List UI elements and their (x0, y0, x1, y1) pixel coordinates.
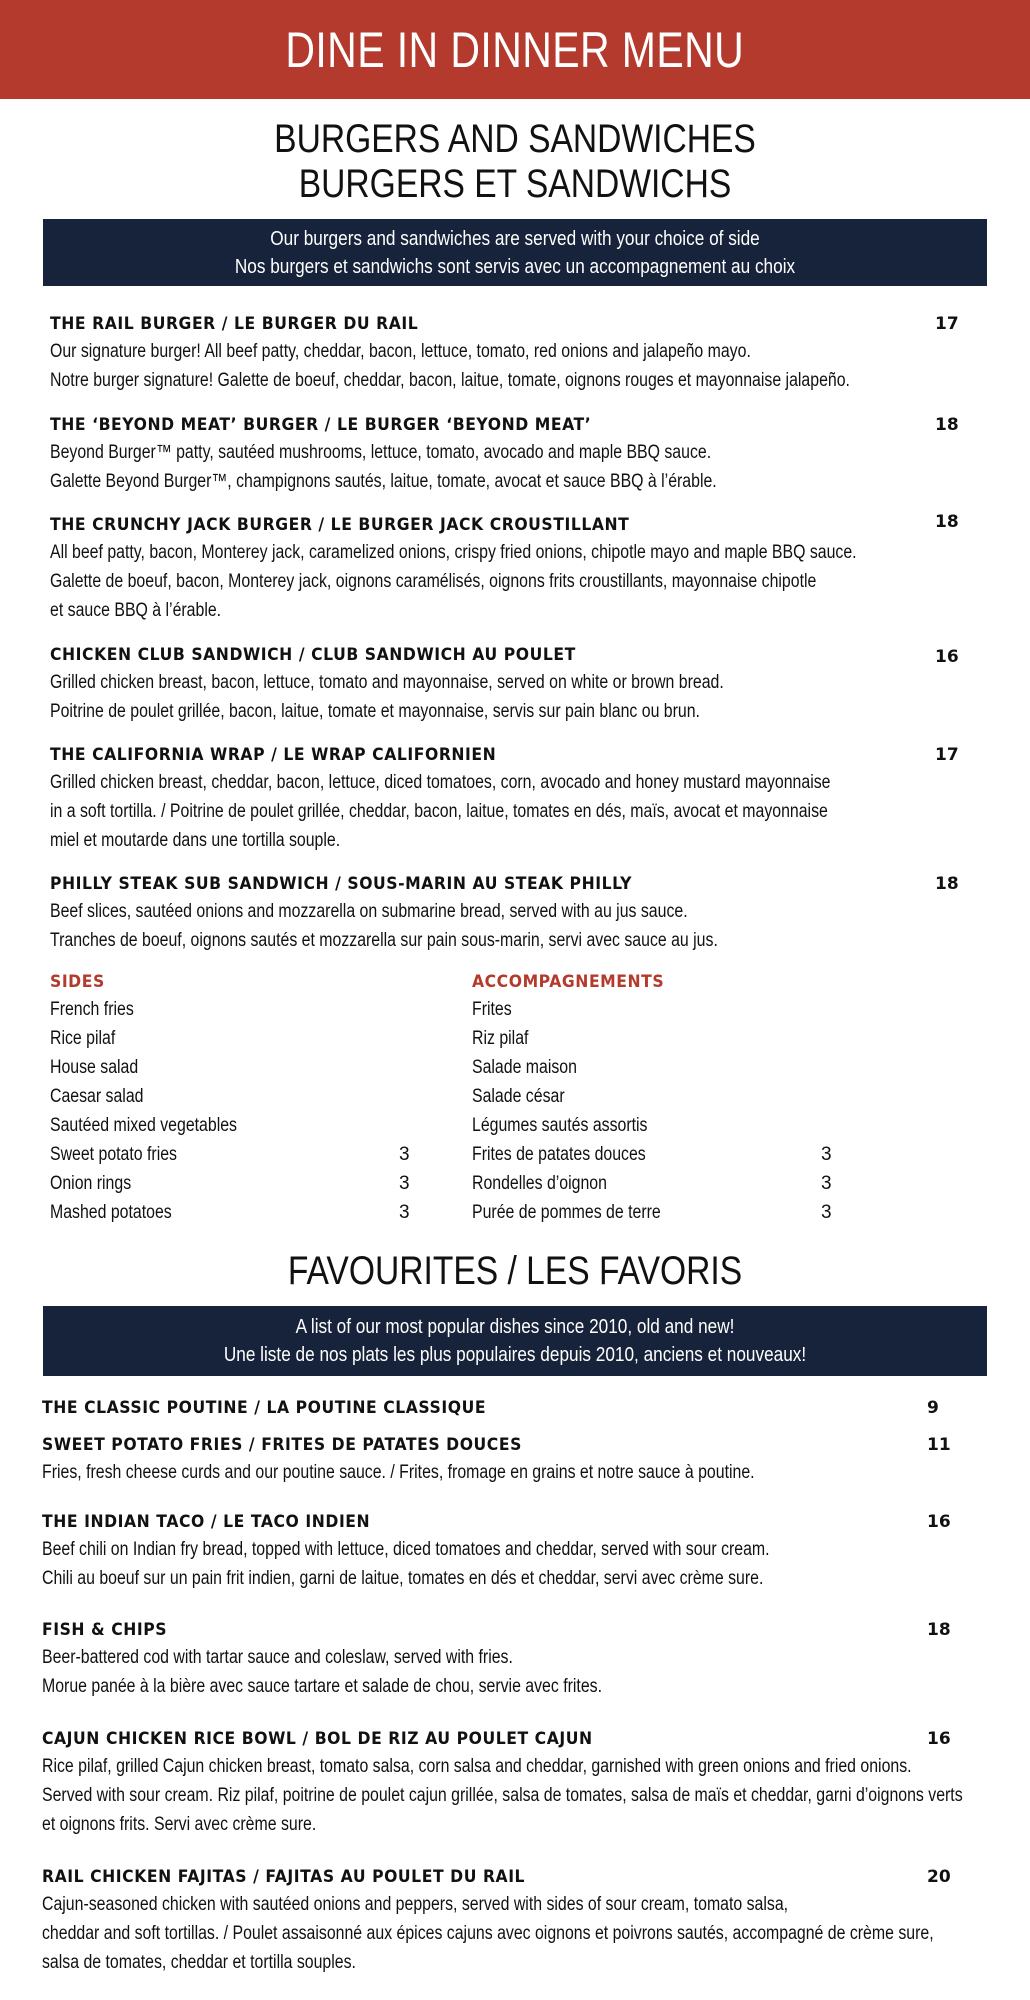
side-price: 3 (821, 1173, 832, 1194)
side-price: 3 (821, 1144, 832, 1165)
item-desc-line: in a soft tortilla. / Poitrine de poulet grillée, cheddar, bacon, laitue, tomates en dés, maïs, avocat et mayonnaise (50, 801, 828, 822)
menu-item (50, 412, 848, 496)
item-desc-line: Our signature burger! All beef patty, cheddar, bacon, lettuce, tomato, red onions and jalapeño mayo. (50, 341, 751, 362)
item-desc-line: Notre burger signature! Galette de boeuf, cheddar, bacon, laitue, tomate, oignons rouges et mayonnaise jalapeño. (50, 370, 850, 391)
side-item (50, 1053, 274, 1082)
favourites-banner-en: A list of our most popular dishes since 2010, old and new! (295, 1316, 735, 1338)
item-name: THE CRUNCHY JACK BURGER / LE BURGER JACK CROUSTILLANT (50, 515, 630, 535)
side-price: 3 (399, 1144, 410, 1165)
side-name: Riz pilaf (472, 1028, 529, 1049)
side-name: Sautéed mixed vegetables (50, 1115, 237, 1136)
burgers-banner-fr: Nos burgers et sandwichs sont servis avec un accompagnement au choix (234, 256, 796, 278)
item-desc-line: salsa de tomates, cheddar et tortilla souples. (42, 1952, 356, 1973)
item-price: 17 (935, 745, 959, 765)
side-item (50, 1111, 274, 1140)
burgers-title-en: BURGERS AND SANDWICHES (274, 117, 756, 161)
item-price: 9 (927, 1398, 939, 1418)
item-price: 11 (927, 1435, 951, 1455)
item-desc-line: Tranches de boeuf, oignons sautés et mozzarella sur pain sous-marin, servi avec sauce au jus. (50, 930, 718, 951)
item-desc-line: Cajun-seasoned chicken with sautéed onions and peppers, served with sides of sour cream, tomato salsa, (42, 1894, 789, 1915)
side-item (50, 1024, 274, 1053)
item-desc-line: Rice pilaf, grilled Cajun chicken breast, tomato salsa, corn salsa and cheddar, garnished with green onions and fried onions. (42, 1756, 912, 1777)
item-desc-line: Beyond Burger™ patty, sautéed mushrooms, lettuce, tomato, avocado and maple BBQ sauce. (50, 442, 712, 463)
item-desc-line: Fries, fresh cheese curds and our poutine sauce. / Frites, fromage en grains et notre sauce à poutine. (42, 1462, 755, 1483)
side-name: House salad (50, 1057, 139, 1078)
item-name: PHILLY STEAK SUB SANDWICH / SOUS-MARIN AU STEAK PHILLY (50, 874, 633, 894)
item-price: 18 (927, 1620, 951, 1640)
burgers-title-fr: BURGERS ET SANDWICHS (298, 162, 732, 206)
item-desc-line: miel et moutarde dans une tortilla souple. (50, 830, 341, 851)
item-price: 16 (927, 1512, 951, 1532)
side-name: Salade maison (472, 1057, 577, 1078)
side-name: Rondelles d’oignon (472, 1173, 607, 1194)
item-desc-line: et oignons frits. Servi avec crème sure. (42, 1814, 317, 1835)
item-price: 17 (935, 314, 959, 334)
side-item (472, 1198, 832, 1227)
sides-column-en (50, 969, 410, 1227)
item-desc-line: et sauce BBQ à l’érable. (50, 600, 222, 621)
sides-heading: ACCOMPAGNEMENTS (472, 972, 665, 992)
item-price: 18 (935, 874, 959, 894)
sides-column-fr (472, 969, 832, 1227)
item-desc-line: cheddar and soft tortillas. / Poulet assaisonné aux épices cajuns avec oignons et poivrons sautés, accompagné de crème sure, (42, 1923, 934, 1944)
side-item (50, 1082, 274, 1111)
menu-item (50, 871, 850, 955)
side-name: Caesar salad (50, 1086, 144, 1107)
side-item (50, 1198, 410, 1227)
menu-item (50, 642, 857, 726)
menu-header-bar (0, 0, 1030, 99)
side-name: Sweet potato fries (50, 1144, 177, 1165)
favourites-banner-fr: Une liste de nos plats les plus populaires depuis 2010, anciens et nouveaux! (223, 1344, 807, 1366)
item-desc-line: Beer-battered cod with tartar sauce and coleslaw, served with fries. (42, 1647, 513, 1668)
item-desc-line: All beef patty, bacon, Monterey jack, caramelized onions, crispy fried onions, chipotle mayo and maple BBQ sauce. (50, 542, 857, 563)
side-name: Salade césar (472, 1086, 565, 1107)
side-item (472, 1111, 698, 1140)
side-item (472, 1053, 698, 1082)
menu-title: DINE IN DINNER MENU (285, 21, 745, 78)
menu-item (50, 512, 1016, 625)
item-desc-line: Beef slices, sautéed onions and mozzarella on submarine bread, served with au jus sauce. (50, 901, 688, 922)
item-price: 16 (927, 1729, 951, 1749)
burgers-banner (43, 219, 987, 286)
item-price: 16 (935, 647, 959, 667)
menu-item (42, 1864, 1030, 1977)
menu-item (50, 742, 985, 855)
menu-item (42, 1395, 525, 1421)
sides-heading: SIDES (50, 972, 105, 992)
side-name: Onion rings (50, 1173, 132, 1194)
item-desc-line: Galette de boeuf, bacon, Monterey jack, oignons caramélisés, oignons frits croustillants, mayonnaise chipotle (50, 571, 817, 592)
side-item (50, 995, 274, 1024)
item-price: 20 (927, 1867, 951, 1887)
side-name: Frites de patates douces (472, 1144, 646, 1165)
side-item (472, 1024, 698, 1053)
item-price: 18 (935, 512, 959, 532)
menu-item (42, 1617, 713, 1701)
item-desc-line: Galette Beyond Burger™, champignons sautés, laitue, tomate, avocat et sauce BBQ à l’érable. (50, 471, 717, 492)
side-price: 3 (821, 1202, 832, 1223)
side-name: Frites (472, 999, 512, 1020)
item-desc-line: Served with sour cream. Riz pilaf, poitrine de poulet cajun grillée, salsa de tomates, salsa de maïs et cheddar, garni d’oignons verts (42, 1785, 963, 1806)
side-name: Légumes sautés assortis (472, 1115, 648, 1136)
item-desc-line: Poitrine de poulet grillée, bacon, laitue, tomate et mayonnaise, servis sur pain blanc ou brun. (50, 701, 700, 722)
item-name: THE RAIL BURGER / LE BURGER DU RAIL (50, 314, 419, 334)
menu-item (42, 1726, 1030, 1839)
side-item (50, 1140, 410, 1169)
side-item (472, 995, 698, 1024)
side-item (472, 1082, 698, 1111)
menu-item (42, 1509, 913, 1593)
item-name: CHICKEN CLUB SANDWICH / CLUB SANDWICH AU POULET (50, 645, 576, 665)
side-name: Purée de pommes de terre (472, 1202, 661, 1223)
item-name: CAJUN CHICKEN RICE BOWL / BOL DE RIZ AU POULET CAJUN (42, 1729, 593, 1749)
item-name: THE ‘BEYOND MEAT’ BURGER / LE BURGER ‘BEYOND MEAT’ (50, 415, 592, 435)
burgers-banner-en: Our burgers and sandwiches are served with your choice of side (270, 228, 760, 250)
item-name: THE CLASSIC POUTINE / LA POUTINE CLASSIQUE (42, 1398, 487, 1418)
item-price: 18 (935, 415, 959, 435)
favourites-banner (43, 1306, 987, 1376)
side-price: 3 (399, 1173, 410, 1194)
side-name: Rice pilaf (50, 1028, 116, 1049)
side-name: Mashed potatoes (50, 1202, 172, 1223)
item-name: FISH & CHIPS (42, 1620, 168, 1640)
item-name: THE CALIFORNIA WRAP / LE WRAP CALIFORNIEN (50, 745, 497, 765)
side-item (50, 1169, 410, 1198)
item-name: THE INDIAN TACO / LE TACO INDIEN (42, 1512, 371, 1532)
side-item (472, 1169, 832, 1198)
item-desc-line: Morue panée à la bière avec sauce tartare et salade de chou, servie avec frites. (42, 1676, 603, 1697)
side-item (472, 1140, 832, 1169)
item-desc-line: Grilled chicken breast, cheddar, bacon, lettuce, diced tomatoes, corn, avocado and honey mustard mayonnaise (50, 772, 831, 793)
item-desc-line: Grilled chicken breast, bacon, lettuce, tomato and mayonnaise, served on white or brown bread. (50, 672, 724, 693)
item-desc-line: Beef chili on Indian fry bread, topped with lettuce, diced tomatoes and cheddar, served with sour cream. (42, 1539, 770, 1560)
side-name: French fries (50, 999, 134, 1020)
favourites-title: FAVOURITES / LES FAVORIS (287, 1249, 743, 1293)
item-name: RAIL CHICKEN FAJITAS / FAJITAS AU POULET DU RAIL (42, 1867, 526, 1887)
side-price: 3 (399, 1202, 410, 1223)
item-name: SWEET POTATO FRIES / FRITES DE PATATES DOUCES (42, 1435, 522, 1455)
menu-item (42, 1432, 895, 1487)
menu-item (50, 311, 1008, 395)
item-desc-line: Chili au boeuf sur un pain frit indien, garni de laitue, tomates en dés et cheddar, servi avec crème sure. (42, 1568, 764, 1589)
